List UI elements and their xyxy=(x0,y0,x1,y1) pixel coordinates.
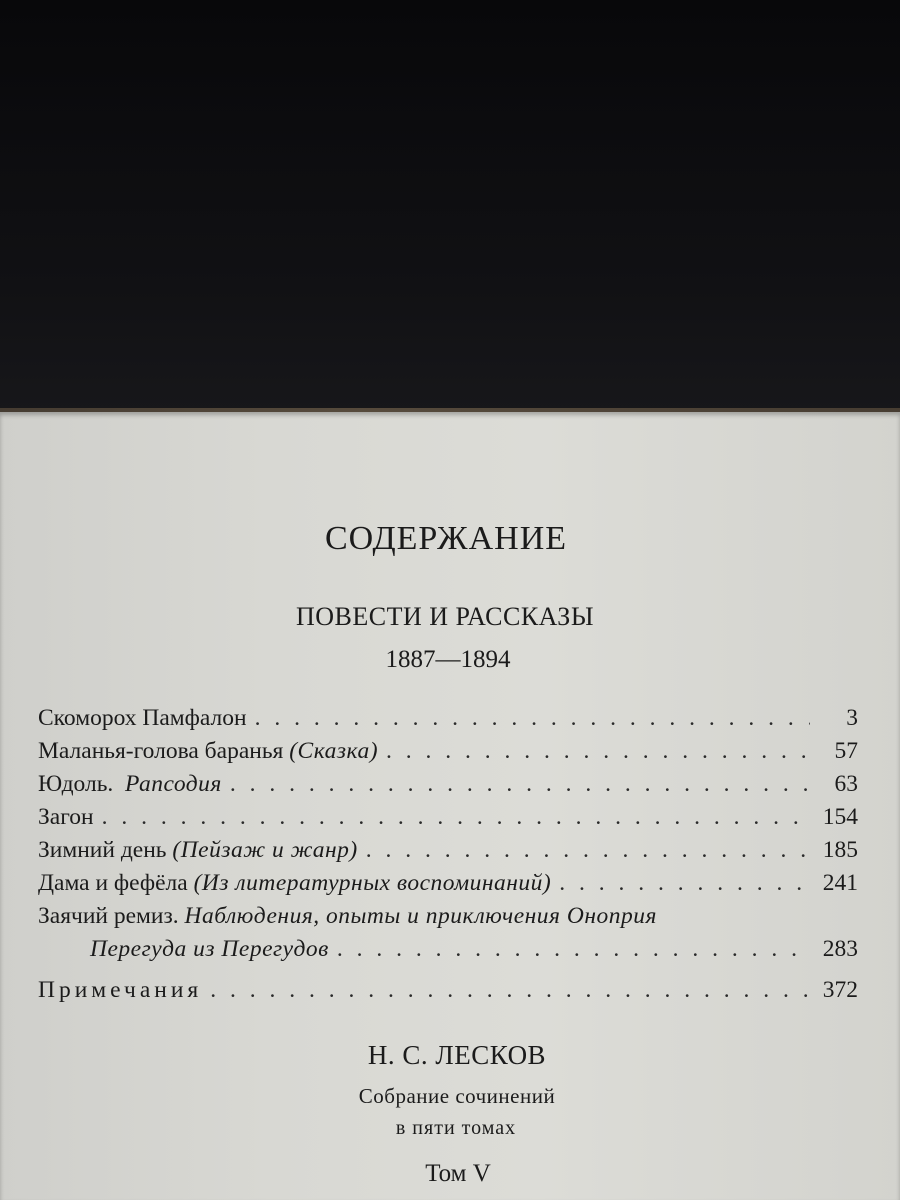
section-years: 1887—1894 xyxy=(385,646,511,673)
toc-entry-italic: Наблюдения, опыты и приключения Оноприя xyxy=(184,903,657,929)
toc-entry-page: 185 xyxy=(822,837,858,863)
collection-title: Собрание сочинений xyxy=(358,1084,556,1108)
toc-entry-notes xyxy=(38,974,858,1007)
leader-dots xyxy=(255,702,810,735)
leader-dots xyxy=(386,735,810,768)
toc-entry-italic: Перегуда из Перегудов xyxy=(90,936,329,962)
toc-entry-italic: Рапсодия xyxy=(125,771,222,797)
toc-entry xyxy=(38,702,858,735)
toc-entry-italic: (Пейзаж и жанр) xyxy=(172,837,358,863)
toc-entry-page: 283 xyxy=(822,936,858,962)
toc-entry-plain: Зимний день xyxy=(38,837,167,863)
collection-volumes: в пяти томах xyxy=(395,1117,517,1139)
toc-entry-page: 3 xyxy=(846,705,858,731)
toc-entry-title xyxy=(38,900,657,933)
toc-entry xyxy=(38,801,858,834)
toc-entry xyxy=(38,768,858,801)
toc-entry xyxy=(38,900,858,933)
toc-entry-page: 57 xyxy=(834,738,858,764)
volume-number: Том V xyxy=(425,1160,491,1187)
toc-entry-italic: (Из литературных воспоминаний) xyxy=(193,870,552,896)
toc-entry-title xyxy=(38,702,247,735)
book-page xyxy=(0,412,900,1200)
toc-entry-plain: Юдоль. xyxy=(38,771,114,797)
toc-entry xyxy=(38,735,858,768)
toc-entry xyxy=(38,867,858,900)
leader-dots xyxy=(366,834,810,867)
toc-entry-italic: (Сказка) xyxy=(289,738,379,764)
toc-entry-title xyxy=(38,801,94,834)
toc-entry-plain: Заячий ремиз. xyxy=(38,903,179,929)
leader-dots xyxy=(210,974,810,1007)
toc-entry xyxy=(38,834,858,867)
leader-dots xyxy=(102,801,810,834)
toc-entry-title xyxy=(38,834,358,867)
leader-dots xyxy=(337,933,810,966)
toc-entry-continuation xyxy=(38,933,858,966)
toc-entry-title xyxy=(38,735,378,768)
toc-entry-page: 63 xyxy=(834,771,858,797)
toc-entry-title xyxy=(90,933,329,966)
toc-entry-page: 241 xyxy=(822,870,858,896)
section-title: ПОВЕСТИ И РАССКАЗЫ xyxy=(295,602,595,631)
toc-entry-plain: Дама и фефёла xyxy=(38,870,188,896)
toc-entry-page: 372 xyxy=(822,977,858,1003)
leader-dots xyxy=(559,867,810,900)
toc-entry-title xyxy=(38,768,222,801)
toc-entry-page: 154 xyxy=(822,804,858,830)
toc-entry-title xyxy=(38,867,551,900)
leader-dots xyxy=(230,768,810,801)
contents-title: СОДЕРЖАНИЕ xyxy=(324,520,568,557)
toc-entry-title xyxy=(38,974,202,1007)
table-of-contents xyxy=(38,702,858,1007)
toc-entry-plain: Скоморох Памфалон xyxy=(38,705,247,731)
toc-entry-plain: Маланья-голова баранья xyxy=(38,738,284,764)
toc-entry-plain: Примечания xyxy=(38,977,203,1003)
author-name: Н. С. ЛЕСКОВ xyxy=(367,1040,547,1070)
dark-background xyxy=(0,0,900,412)
toc-entry-plain: Загон xyxy=(38,804,94,830)
